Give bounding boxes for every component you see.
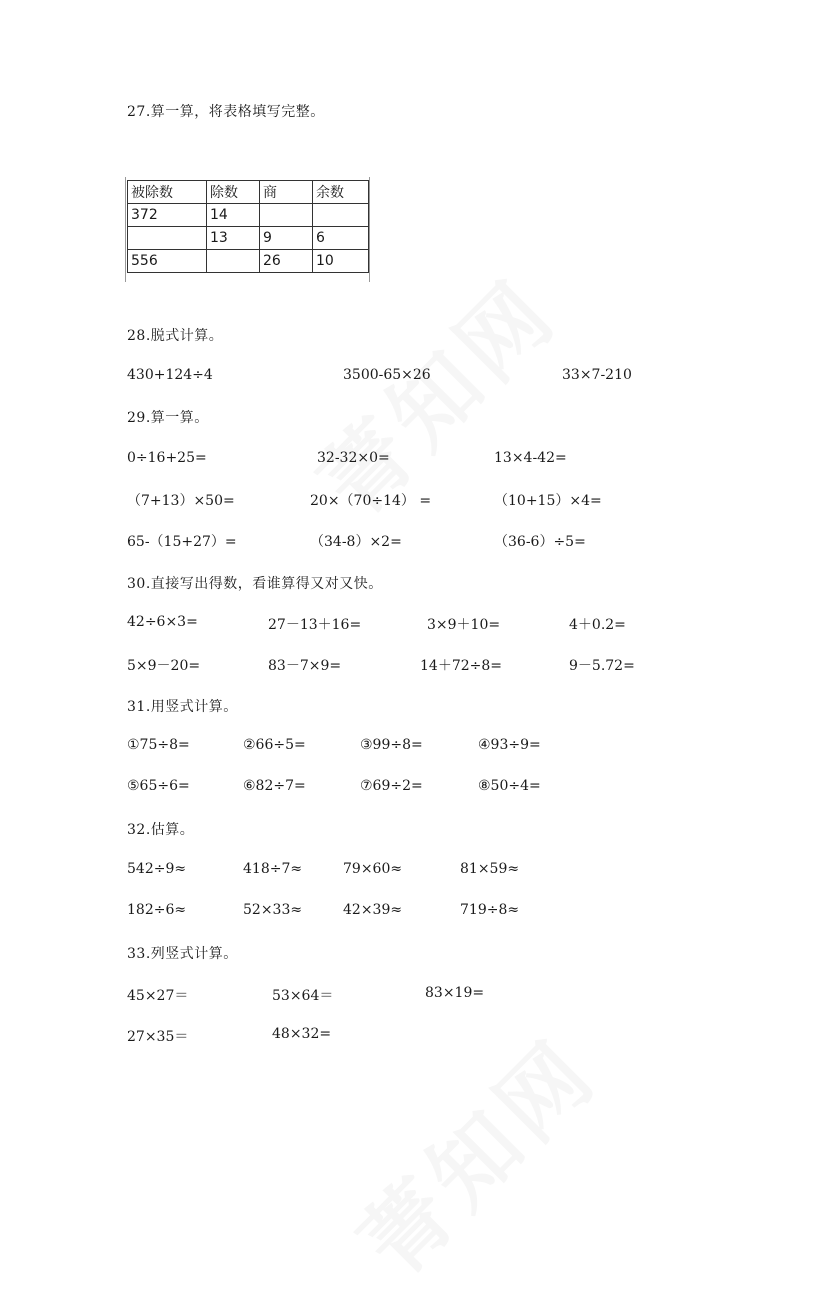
expression: ⑧50÷4= [478, 778, 541, 794]
expression: ④93÷9= [478, 737, 541, 753]
expression: 83－7×9= [268, 658, 342, 674]
table-cell: 14 [207, 204, 260, 227]
expression: 9－5.72= [569, 658, 635, 674]
table-cell [128, 227, 207, 250]
expression: 3×9＋10= [427, 617, 501, 633]
expression: 27－13＋16= [268, 617, 362, 633]
table-cell [207, 250, 260, 273]
expression: 182÷6≈ [127, 902, 187, 918]
expression: ①75÷8= [127, 737, 190, 753]
expression: 5×9－20= [127, 658, 201, 674]
expression: ⑤65÷6= [127, 778, 190, 794]
expression: 52×33≈ [243, 902, 303, 918]
question-27-title: 27.算一算，将表格填写完整。 [127, 104, 325, 120]
table-cell: 372 [128, 204, 207, 227]
question-31-title: 31.用竖式计算。 [127, 699, 238, 715]
expression: 45×27＝ [127, 988, 189, 1004]
table-header-cell: 商 [260, 181, 313, 204]
expression: ②66÷5= [243, 737, 306, 753]
question-28-title: 28.脱式计算。 [127, 328, 224, 344]
expression: 4＋0.2= [569, 617, 626, 633]
table-header-cell: 除数 [207, 181, 260, 204]
expression: 65-（15+27）= [127, 534, 237, 550]
table-row [128, 250, 369, 273]
expression: 27×35＝ [127, 1029, 189, 1045]
question-33-title: 33.列竖式计算。 [127, 946, 238, 962]
expression: 32-32×0= [317, 450, 390, 466]
expression: 430+124÷4 [127, 367, 213, 383]
expression: 14＋72÷8= [420, 658, 502, 674]
division-table [127, 180, 369, 273]
expression: 81×59≈ [460, 861, 520, 877]
table-row [128, 227, 369, 250]
expression: 418÷7≈ [243, 861, 303, 877]
expression: （7+13）×50= [127, 493, 235, 509]
table-header-cell: 余数 [313, 181, 369, 204]
expression: 33×7-210 [562, 367, 632, 383]
table-cell: 6 [313, 227, 369, 250]
question-30-title: 30.直接写出得数，看谁算得又对又快。 [127, 576, 383, 592]
expression: 53×64＝ [272, 988, 334, 1004]
expression: （10+15）×4= [494, 493, 602, 509]
table-cell [260, 204, 313, 227]
table-cell: 10 [313, 250, 369, 273]
expression: ⑦69÷2= [360, 778, 423, 794]
expression: 48×32= [272, 1026, 332, 1042]
table-cell: 13 [207, 227, 260, 250]
expression: （36-6）÷5= [494, 534, 586, 550]
table-cell [313, 204, 369, 227]
table-cell: 556 [128, 250, 207, 273]
expression: 83×19= [425, 985, 485, 1001]
question-29-title: 29.算一算。 [127, 410, 209, 426]
expression: 719÷8≈ [460, 902, 520, 918]
expression: 79×60≈ [343, 861, 403, 877]
expression: （34-8）×2= [310, 534, 402, 550]
expression: 13×4-42= [494, 450, 567, 466]
question-32-title: 32.估算。 [127, 822, 195, 838]
expression: 20×（70÷14） = [310, 493, 432, 509]
table-row [128, 204, 369, 227]
expression: ③99÷8= [360, 737, 423, 753]
expression: 42×39≈ [343, 902, 403, 918]
table-cell: 26 [260, 250, 313, 273]
table-cell: 9 [260, 227, 313, 250]
expression: ⑥82÷7= [243, 778, 306, 794]
expression: 3500-65×26 [343, 367, 431, 383]
expression: 42÷6×3= [127, 614, 198, 630]
expression: 542÷9≈ [127, 861, 187, 877]
watermark [328, 1007, 621, 1299]
table-header-cell: 被除数 [128, 181, 207, 204]
expression: 0÷16+25= [127, 450, 207, 466]
table-header-row [128, 181, 369, 204]
